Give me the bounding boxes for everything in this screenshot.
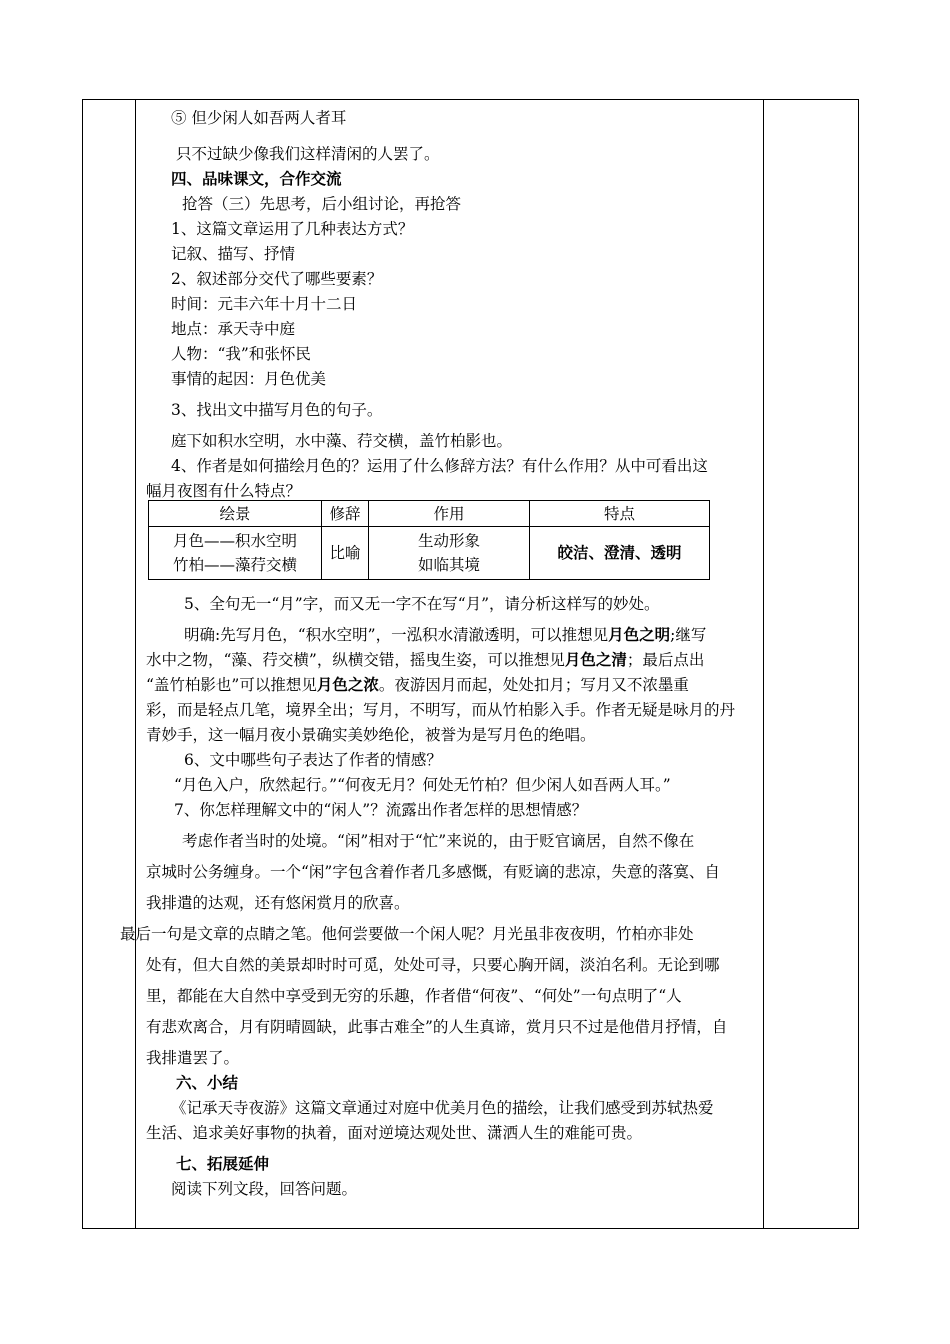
text-line: 我排遣罢了。: [146, 1049, 240, 1067]
text-line: 最后一句是文章的点睛之笔。他何尝要做一个闲人呢？月光虽非夜夜明，竹柏亦非处: [120, 925, 694, 943]
text-line: 地点：承天寺中庭: [171, 320, 296, 338]
text-line: 阅读下列文段，回答问题。: [171, 1180, 358, 1198]
section-heading: 七、拓展延伸: [176, 1155, 270, 1173]
text-line: 庭下如积水空明，水中藻、荇交横，盖竹柏影也。: [171, 432, 513, 450]
table-header: 特点: [530, 501, 710, 527]
text-line: 记叙、描写、抒情: [171, 245, 296, 263]
table-header: 绘景: [149, 501, 322, 527]
text-line: 4、作者是如何描绘月色的？运用了什么修辞方法？有什么作用？从中可看出这: [171, 457, 708, 475]
text-line: 生活、追求美好事物的执着，面对逆境达观处世、潇洒人生的难能可贵。: [146, 1124, 643, 1142]
text-line: 明确:先写月色，“积水空明”，一泓积水清澈透明，可以推想见月色之明;继写: [184, 626, 707, 644]
text-line: 5、全句无一“月”字，而又无一字不在写“月”，请分析这样写的妙处。: [184, 595, 660, 613]
text-line: 1、这篇文章运用了几种表达方式？: [171, 220, 414, 238]
text-line: 里，都能在大自然中享受到无穷的乐趣，作者借“何夜”、“何处”一句点明了“人: [146, 987, 682, 1005]
section-heading: 六、小结: [176, 1074, 239, 1092]
text-line: 幅月夜图有什么特点？: [146, 482, 302, 500]
table-header: 作用: [369, 501, 530, 527]
text-line: 京城时公务缠身。一个“闲”字包含着作者几多感慨，有贬谪的悲凉，失意的落寞、自: [146, 863, 720, 881]
text-line: 水中之物，“藻、荇交横”，纵横交错，摇曳生姿，可以推想见月色之清；最后点出: [146, 651, 705, 669]
analysis-table: [148, 500, 710, 580]
text-line: 考虑作者当时的处境。“闲”相对于“忙”来说的，由于贬官谪居，自然不像在: [182, 832, 695, 850]
table-header: 修辞: [322, 501, 369, 527]
text-line: 人物：“我”和张怀民: [171, 345, 311, 363]
text-line: 2、叙述部分交代了哪些要素？: [171, 270, 383, 288]
text-line: 有悲欢离合，月有阴晴圆缺，此事古难全”的人生真谛，赏月只不过是他借月抒情，自: [146, 1018, 728, 1036]
text-line: ⑤ 但少闲人如吾两人者耳: [171, 109, 347, 127]
table-cell-effect: 生动形象 如临其境: [369, 527, 530, 580]
text-line: 我排遣的达观，还有悠闲赏月的欣喜。: [146, 894, 410, 912]
text-line: 青妙手，这一幅月夜小景确实美妙绝伦，被誉为是写月色的绝唱。: [146, 726, 596, 744]
text-line: 《记承天寺夜游》这篇文章通过对庭中优美月色的描绘，让我们感受到苏轼热爱: [171, 1099, 714, 1117]
text-line: 抢答（三）先思考，后小组讨论，再抢答: [182, 195, 462, 213]
text-line: 时间：元丰六年十月十二日: [171, 295, 358, 313]
text-line: 彩，而是轻点几笔，境界全出；写月，不明写，而从竹柏影入手。作者无疑是咏月的丹: [146, 701, 736, 719]
text-line: “月色入户，欣然起行。”“何夜无月？何处无竹柏？但少闲人如吾两人耳。”: [174, 776, 671, 794]
text-line: 处有，但大自然的美景却时时可觅，处处可寻，只要心胸开阔，淡泊名利。无论到哪: [146, 956, 720, 974]
text-line: 3、找出文中描写月色的句子。: [171, 401, 383, 419]
column-divider-left: [135, 100, 136, 1228]
text-line: “盖竹柏影也”可以推想见月色之浓。夜游因月而起，处处扣月；写月又不浓墨重: [146, 676, 689, 694]
section-heading: 四、品味课文，合作交流: [171, 170, 342, 188]
text-line: 事情的起因：月色优美: [171, 370, 327, 388]
table-cell-rhetoric: 比喻: [322, 527, 369, 580]
text-line: 7、你怎样理解文中的“闲人”？流露出作者怎样的思想情感？: [174, 801, 588, 819]
table-cell-feature: 皎洁、澄清、透明: [530, 527, 710, 580]
text-line: 只不过缺少像我们这样清闲的人罢了。: [176, 145, 440, 163]
table-cell-scene: 月色——积水空明 竹柏——藻荇交横: [149, 527, 322, 580]
text-line: 6、文中哪些句子表达了作者的情感？: [184, 751, 442, 769]
column-divider-right: [763, 100, 764, 1228]
